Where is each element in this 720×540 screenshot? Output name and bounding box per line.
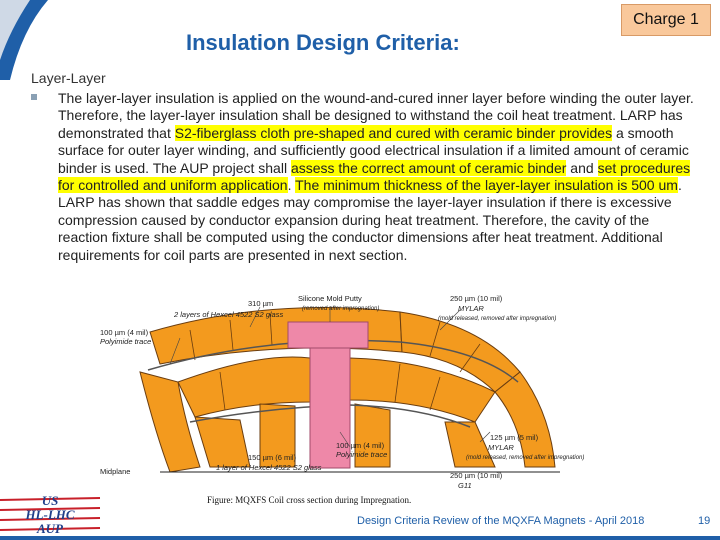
paragraph-text: a smooth surface for outer layer winding, and sufficiently good electrical insulation if a limited amount of ceramic binder is used. The AUP project shall xyxy=(58,124,689,176)
figure-caption: Figure: MQXFS Coil cross section during Impregnation. xyxy=(207,495,412,505)
charge-badge: Charge 1 xyxy=(621,4,711,36)
bottom-bar xyxy=(0,536,720,540)
page-number: 19 xyxy=(698,515,711,527)
label-mylar-top: MYLAR xyxy=(458,304,484,313)
label-mylar-right-note: (mold released, removed after impregnation) xyxy=(466,455,585,461)
paragraph-text: The layer-layer insulation is applied on the wound-and-cured inner layer before winding the outer layer. Therefore, the layer-layer insulation shall be designed to withstand the coil heat treatment. LARP has demonstrated that xyxy=(58,90,694,141)
highlighted-text: S2-fiberglass cloth pre-shaped and cured with ceramic binder provides xyxy=(174,124,613,141)
label-putty: Silicone Mold Putty xyxy=(298,294,362,303)
body-paragraph xyxy=(58,90,698,264)
label-polyimide-left-um: 100 µm (4 mil) xyxy=(100,328,149,337)
footer-text: Design Criteria Review of the MQXFA Magnets - April 2018 xyxy=(357,515,645,527)
slide-title: Insulation Design Criteria: xyxy=(186,30,460,55)
logo-line-3: AUP xyxy=(37,521,63,536)
label-midplane: Midplane xyxy=(100,467,131,476)
corner-swoosh-graphic xyxy=(0,0,60,80)
label-mylar-top-um: 250 µm (10 mil) xyxy=(450,294,503,303)
highlighted-text: set procedures for controlled and uniform application xyxy=(58,159,691,194)
paragraph-text: . xyxy=(287,177,296,194)
label-polyimide-bottom: Polyimide trace xyxy=(336,450,388,459)
logo-line-1: US xyxy=(41,493,59,508)
coil-cross-section-figure xyxy=(100,292,585,497)
label-polyimide-bottom-um: 100 µm (4 mil) xyxy=(336,441,385,450)
bullet-marker xyxy=(31,94,37,100)
label-mylar-right: MYLAR xyxy=(488,443,514,452)
label-mylar-top-note: (mold released, removed after impregnation) xyxy=(438,316,557,322)
highlighted-text: The minimum thickness of the layer-layer insulation is 500 um xyxy=(295,177,678,194)
label-glass-top-desc: 2 layers of Hexcel 4522 S2 glass xyxy=(174,310,284,319)
label-glass-bottom-desc: 1 layer of Hexcel 4522 S2 glass xyxy=(216,463,322,472)
logo-line-2: HL-LHC xyxy=(25,507,75,522)
label-g11: G11 xyxy=(458,481,472,490)
label-glass-bottom-um: 150 µm (6 mil) xyxy=(248,453,297,462)
paragraph-text: . LARP has shown that saddle edges may compromise the layer-layer insulation if there is excessive compression caused by conductor expansion during heat treatment. Therefore, the cavity of the reaction fixture shall be computed using the conductor dimensions after heat treatment. Additional requirements for coil parts are presented in next section. xyxy=(58,177,682,263)
label-glass-top-um: 310 µm xyxy=(248,299,274,308)
label-g11-um: 250 µm (10 mil) xyxy=(450,471,503,480)
label-mylar-right-um: 125 µm (5 mil) xyxy=(490,433,539,442)
paragraph-text: and xyxy=(566,159,598,176)
us-hl-lhc-aup-logo xyxy=(0,488,100,540)
section-heading: Layer-Layer xyxy=(31,70,106,86)
label-polyimide-left: Polyimide trace xyxy=(100,337,152,346)
label-putty-note: (removed after impregnation) xyxy=(302,306,380,312)
highlighted-text: assess the correct amount of ceramic binder xyxy=(290,159,567,176)
